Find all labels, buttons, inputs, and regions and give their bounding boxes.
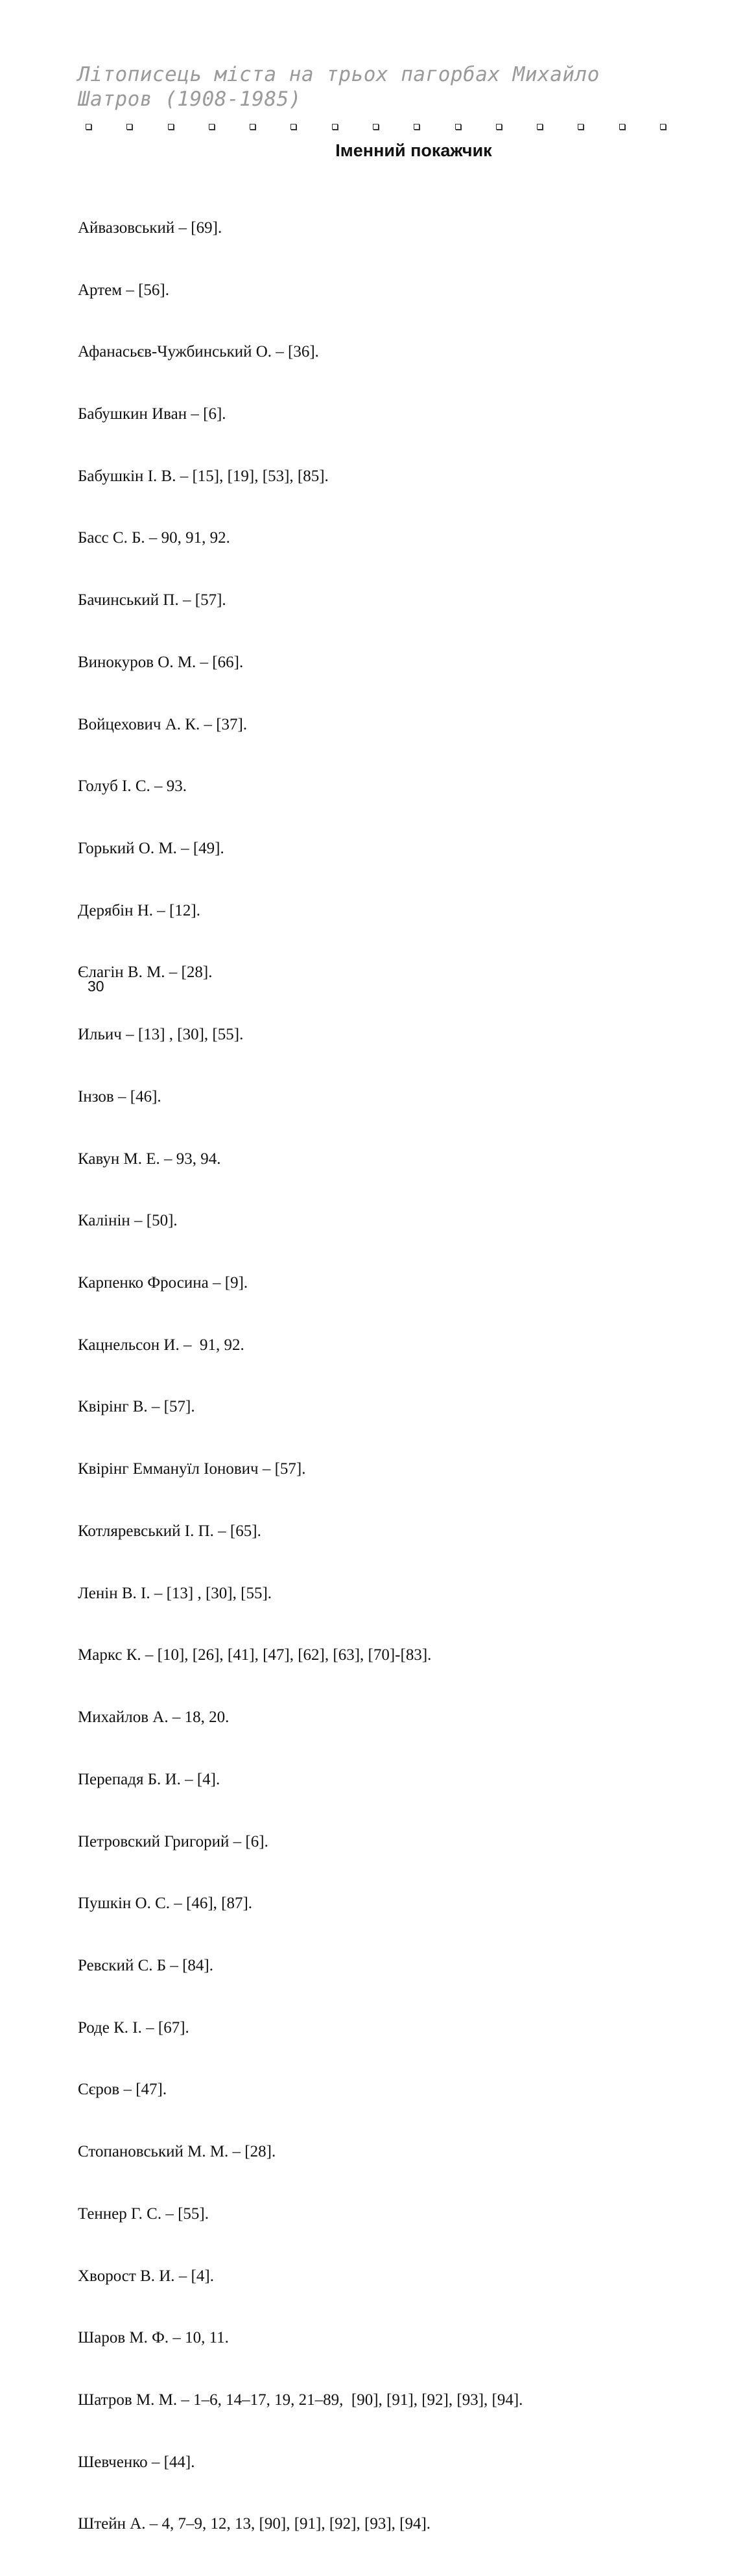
index-entry: Бачинський П. – [57]. bbox=[78, 591, 226, 609]
divider-bullet-icon bbox=[126, 124, 132, 130]
index-entry: Штейн А. – 4, 7–9, 12, 13, [90], [91], [92], [93], [94]. bbox=[78, 2515, 431, 2533]
divider-bullet-icon bbox=[209, 124, 215, 130]
divider-bullet-icon bbox=[496, 124, 502, 130]
index-entry: Горький О. М. – [49]. bbox=[78, 840, 224, 857]
index-entry: Котляревський І. П. – [65]. bbox=[78, 1522, 261, 1540]
index-entry: Винокуров О. М. – [66]. bbox=[78, 653, 244, 671]
index-entry: Афанасьєв-Чужбинський О. – [36]. bbox=[78, 343, 319, 361]
index-entry: Войцехович А. К. – [37]. bbox=[78, 715, 248, 733]
bullet-divider bbox=[86, 124, 666, 130]
divider-bullet-icon bbox=[578, 124, 584, 130]
index-entry: Айвазовський – [69]. bbox=[78, 219, 222, 237]
divider-bullet-icon bbox=[290, 124, 296, 130]
divider-bullet-icon bbox=[250, 124, 255, 130]
running-title-line-2: Шатров (1908-1985) bbox=[78, 88, 301, 111]
index-entry: Бабушкин Иван – [6]. bbox=[78, 405, 226, 423]
index-entry: Артем – [56]. bbox=[78, 281, 169, 299]
page-number: 30 bbox=[88, 978, 104, 995]
index-entry: Квірінг Еммануїл Іонович – [57]. bbox=[78, 1460, 306, 1478]
index-entry: Басс С. Б. – 90, 91, 92. bbox=[78, 529, 230, 547]
index-entry: Михайлов А. – 18, 20. bbox=[78, 1708, 230, 1727]
index-entry: Хворост В. И. – [4]. bbox=[78, 2267, 214, 2285]
index-entry: Шатров М. М. – 1–6, 14–17, 19, 21–89, [90], [91], [92], [93], [94]. bbox=[78, 2391, 523, 2409]
index-entry: Ленін В. І. – [13] , [30], [55]. bbox=[78, 1584, 272, 1602]
section-heading: Іменний покажчик bbox=[335, 141, 492, 160]
index-entry: Шевченко – [44]. bbox=[78, 2453, 195, 2471]
index-entry: Єлагін В. М. – [28]. bbox=[78, 963, 213, 982]
index-entry: Сєров – [47]. bbox=[78, 2081, 167, 2099]
divider-bullet-icon bbox=[168, 124, 174, 130]
running-title bbox=[78, 62, 661, 112]
divider-bullet-icon bbox=[86, 124, 91, 130]
index-entry: Стопановський М. М. – [28]. bbox=[78, 2143, 276, 2161]
index-entry: Роде К. І. – [67]. bbox=[78, 2018, 189, 2037]
divider-bullet-icon bbox=[537, 124, 543, 130]
index-entry: Кавун М. Е. – 93, 94. bbox=[78, 1150, 221, 1168]
index-entry: Квірінг В. – [57]. bbox=[78, 1398, 195, 1416]
index-entry: Ревский С. Б – [84]. bbox=[78, 1956, 214, 1974]
index-entry: Голуб І. С. – 93. bbox=[78, 777, 187, 796]
divider-bullet-icon bbox=[332, 124, 338, 130]
running-title-line-1: Літописець міста на трьох пагорбах Михайло bbox=[78, 63, 600, 86]
divider-bullet-icon bbox=[373, 124, 379, 130]
name-index-list bbox=[78, 176, 523, 2576]
divider-bullet-icon bbox=[660, 124, 666, 130]
index-entry: Ильич – [13] , [30], [55]. bbox=[78, 1026, 244, 1044]
index-entry: Калінін – [50]. bbox=[78, 1212, 178, 1230]
index-entry: Теннер Г. С. – [55]. bbox=[78, 2204, 209, 2223]
index-entry: Маркс К. – [10], [26], [41], [47], [62], [63], [70]-[83]. bbox=[78, 1646, 432, 1664]
index-entry: Кацнельсон И. – 91, 92. bbox=[78, 1336, 244, 1354]
divider-bullet-icon bbox=[619, 124, 625, 130]
index-entry: Дерябін Н. – [12]. bbox=[78, 901, 200, 919]
divider-bullet-icon bbox=[414, 124, 419, 130]
index-entry: Шаров М. Ф. – 10, 11. bbox=[78, 2329, 229, 2347]
index-entry: Інзов – [46]. bbox=[78, 1087, 161, 1105]
index-entry: Петровский Григорий – [6]. bbox=[78, 1832, 268, 1850]
index-entry: Перепадя Б. И. – [4]. bbox=[78, 1770, 220, 1788]
index-entry: Карпенко Фросина – [9]. bbox=[78, 1274, 248, 1292]
index-entry: Бабушкін І. В. – [15], [19], [53], [85]. bbox=[78, 467, 329, 485]
index-entry: Пушкін О. С. – [46], [87]. bbox=[78, 1895, 253, 1913]
divider-bullet-icon bbox=[455, 124, 461, 130]
